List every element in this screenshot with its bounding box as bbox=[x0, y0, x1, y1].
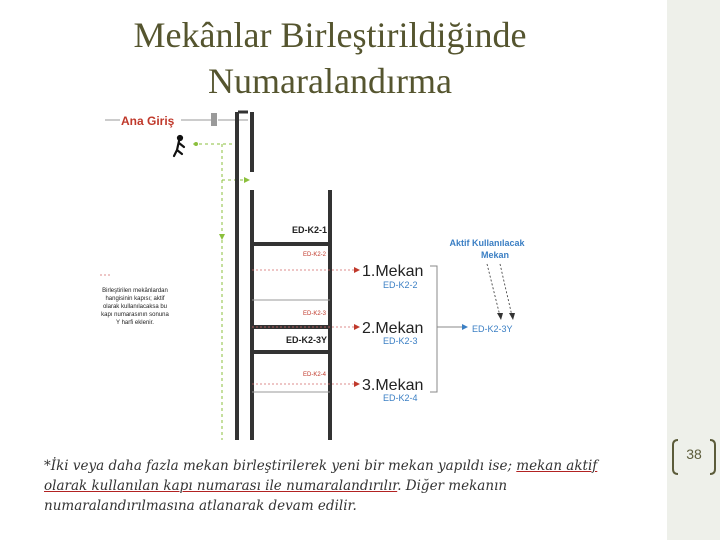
room-code-3: ED-K2-4 bbox=[383, 393, 418, 403]
room-name-1: 1.Mekan bbox=[362, 263, 424, 280]
bracket-arrowhead bbox=[462, 324, 468, 330]
footnote bbox=[44, 456, 614, 516]
footnote-part-3: . Diğer mekanın numaralandırılmasına atlanarak devam edilir. bbox=[44, 478, 508, 514]
footnote-part-1: *İki veya daha fazla mekan birleştirilerek yeni bir mekan yapıldı ise; bbox=[44, 458, 517, 474]
room-code-1: ED-K2-2 bbox=[383, 280, 418, 290]
entrance-door-block bbox=[211, 113, 217, 126]
entrance-label: Ana Giriş bbox=[121, 114, 175, 128]
small-label-k2-3: ED-K2-3 bbox=[303, 311, 327, 317]
note-line-4: kapı numarasının sonuna bbox=[101, 312, 169, 318]
note-block bbox=[101, 288, 169, 326]
note-line-3: olarak kullanılacaksa bu bbox=[102, 304, 168, 310]
footnote-emphasis: mekan aktif olarak kullanılan kapı numarası ile numaralandırılır bbox=[44, 458, 598, 494]
small-label-k2-4: ED-K2-4 bbox=[303, 372, 327, 378]
red-arrow-3 bbox=[354, 381, 360, 387]
room-code-2: ED-K2-3 bbox=[383, 336, 418, 346]
active-arrowhead-2 bbox=[509, 313, 515, 320]
room-name-2: 2.Mekan bbox=[362, 320, 424, 337]
room-name-3: 3.Mekan bbox=[362, 377, 424, 394]
green-arrow bbox=[219, 234, 225, 240]
note-line-2: hangisinin kapısı; aktif bbox=[105, 296, 165, 302]
active-room-code: ED-K2-3Y bbox=[472, 324, 513, 334]
green-arrow-side bbox=[244, 177, 250, 183]
active-arrow-line-2 bbox=[500, 264, 512, 316]
active-room-title-line-2: Mekan bbox=[480, 250, 510, 260]
page-number-box bbox=[672, 438, 716, 476]
note-line-5: Y harfi eklenir. bbox=[116, 320, 154, 326]
walking-person-icon bbox=[174, 136, 184, 156]
small-label-k2-2: ED-K2-2 bbox=[303, 252, 327, 258]
green-marker-1 bbox=[194, 142, 198, 146]
red-arrow-1 bbox=[354, 267, 360, 273]
room-label-k2-3y: ED-K2-3Y bbox=[286, 335, 328, 345]
active-arrowhead-1 bbox=[497, 313, 503, 320]
slide-title-line-1: Mekânlar Birleştirildiğinde bbox=[133, 15, 527, 55]
slide-title-line-2: Numaralandırma bbox=[208, 61, 452, 101]
page-number: 38 bbox=[686, 446, 702, 462]
green-dashed-lines bbox=[193, 144, 250, 440]
active-room-title-line-1: Aktif Kullanılacak bbox=[449, 238, 525, 248]
note-line-1: Birleştirilen mekânlardan bbox=[102, 288, 168, 294]
rooms-bracket bbox=[430, 266, 437, 392]
active-arrow-line-1 bbox=[487, 264, 500, 316]
red-arrow-2 bbox=[354, 324, 360, 330]
room-label-k2-1: ED-K2-1 bbox=[292, 225, 328, 235]
